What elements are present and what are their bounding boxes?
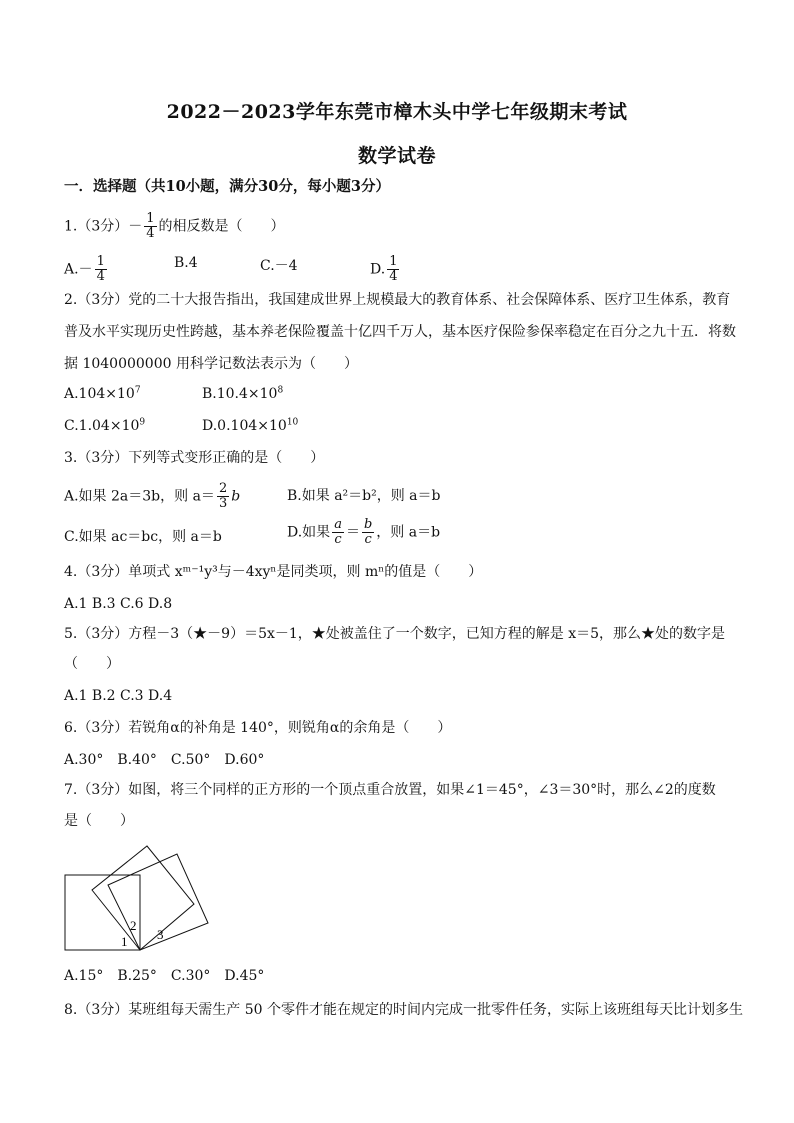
question-7-line-1: 7.（3分）如图，将三个同样的正方形的一个顶点重合放置，如果∠1＝45°，∠3＝30°时，那么∠2的度数: [64, 782, 716, 798]
q2-d-base: D.0.104×10: [202, 418, 287, 434]
q2-option-d: [202, 418, 298, 434]
q1-frac-den: 4: [146, 226, 155, 241]
question-2-line-3: 据 1040000000 用科学记数法表示为（ ）: [64, 356, 358, 372]
q2-option-c: [64, 418, 145, 434]
q1-fraction: [144, 212, 156, 241]
question-5-line-1: 5.（3分）方程－3（★－9）＝5x－1，★处被盖住了一个数字，已知方程的解是 x＝5，那么★处的数字是: [64, 626, 726, 642]
square-1: [65, 875, 140, 950]
question-6-options: A.30° B.40° C.50° D.60°: [64, 752, 265, 768]
angle-label-2: 2: [130, 918, 137, 933]
q1-option-a: [64, 255, 109, 284]
q3-option-c: C.如果 ac＝bc，则 a＝b: [64, 529, 222, 545]
q1-prefix: 1.（3分）－: [64, 218, 143, 235]
q2-d-exp: 10: [286, 417, 299, 428]
q2-option-a: [64, 386, 141, 402]
q1-a-label: A.－: [64, 261, 93, 278]
question-2-line-1: 2.（3分）党的二十大报告指出，我国建成世界上规模最大的教育体系、社会保障体系、医疗卫生体系，教育: [64, 292, 731, 308]
q3-d-fraction-1: [332, 518, 344, 547]
q1-d-label: D.: [370, 261, 386, 278]
question-2-line-2: 普及水平实现历史性跨越，基本养老保险覆盖十亿四千万人，基本医疗保险参保率稳定在百分之九十五．将数: [64, 324, 736, 340]
q3-d-prefix: D.如果: [287, 524, 331, 541]
question-3-stem: 3.（3分）下列等式变形正确的是（ ）: [64, 450, 325, 466]
q2-c-base: C.1.04×10: [64, 418, 140, 434]
q1-a-den: 4: [96, 269, 105, 284]
q2-b-exp: 8: [277, 385, 284, 396]
q3-option-a: [64, 482, 240, 511]
question-5-line-2: （ ）: [64, 656, 120, 672]
q3-option-d: [287, 518, 440, 547]
q1-a-fraction: [95, 255, 107, 284]
exam-subtitle: 数学试卷: [357, 145, 436, 167]
three-squares-figure: [60, 838, 220, 954]
q3-d-num1: a: [334, 517, 342, 532]
q1-d-den: 4: [389, 269, 398, 284]
question-4-options: A.1 B.3 C.6 D.8: [64, 596, 173, 612]
q3-a-num: 2: [218, 481, 228, 496]
q3-a-fraction: [217, 482, 229, 511]
q3-a-den: 3: [218, 496, 228, 511]
q2-option-b: [202, 386, 283, 402]
q2-c-exp: 9: [139, 417, 146, 428]
q3-d-den1: c: [334, 532, 342, 547]
question-7-options: A.15° B.25° C.30° D.45°: [64, 968, 265, 984]
q3-d-suffix: ，则 a＝b: [376, 524, 441, 541]
q3-d-eq: ＝: [345, 524, 360, 541]
q1-d-fraction: [387, 255, 399, 284]
q1-option-c: C.－4: [260, 258, 298, 274]
q1-frac-num: 1: [146, 211, 155, 226]
angle-label-3: 3: [157, 927, 164, 942]
q1-option-d: [370, 255, 401, 284]
angle-label-1: 1: [121, 934, 128, 949]
question-7-line-2: 是（ ）: [64, 813, 134, 829]
q3-d-num2: b: [363, 517, 373, 532]
q1-a-num: 1: [96, 254, 105, 269]
q1-option-b: B.4: [174, 255, 198, 271]
q2-b-base: B.10.4×10: [202, 386, 278, 402]
question-8-line-1: 8.（3分）某班组每天需生产 50 个零件才能在规定的时间内完成一批零件任务，实际上该班组每天比计划多生: [64, 1002, 743, 1018]
q2-a-exp: 7: [134, 385, 141, 396]
question-6-stem: 6.（3分）若锐角α的补角是 140°，则锐角α的余角是（ ）: [64, 720, 452, 736]
q3-a-tail: b: [231, 488, 241, 505]
q3-d-fraction-2: [362, 518, 374, 547]
q3-d-den2: c: [364, 532, 372, 547]
exam-title: 2022－2023学年东莞市樟木头中学七年级期末考试: [166, 101, 628, 123]
q3-option-b: B.如果 a²＝b²，则 a＝b: [287, 488, 441, 504]
section-heading-choice: 一．选择题（共10小题，满分30分，每小题3分）: [64, 178, 390, 195]
question-5-options: A.1 B.2 C.3 D.4: [64, 688, 173, 704]
q3-a-text: A.如果 2a＝3b，则 a＝: [64, 488, 215, 505]
question-1-stem: [64, 212, 734, 241]
q2-a-base: A.104×10: [64, 386, 135, 402]
q1-d-num: 1: [389, 254, 398, 269]
q1-suffix: 的相反数是（ ）: [158, 218, 285, 235]
question-4-stem: 4.（3分）单项式 xᵐ⁻¹y³与－4xyⁿ是同类项，则 mⁿ的值是（ ）: [64, 564, 483, 580]
